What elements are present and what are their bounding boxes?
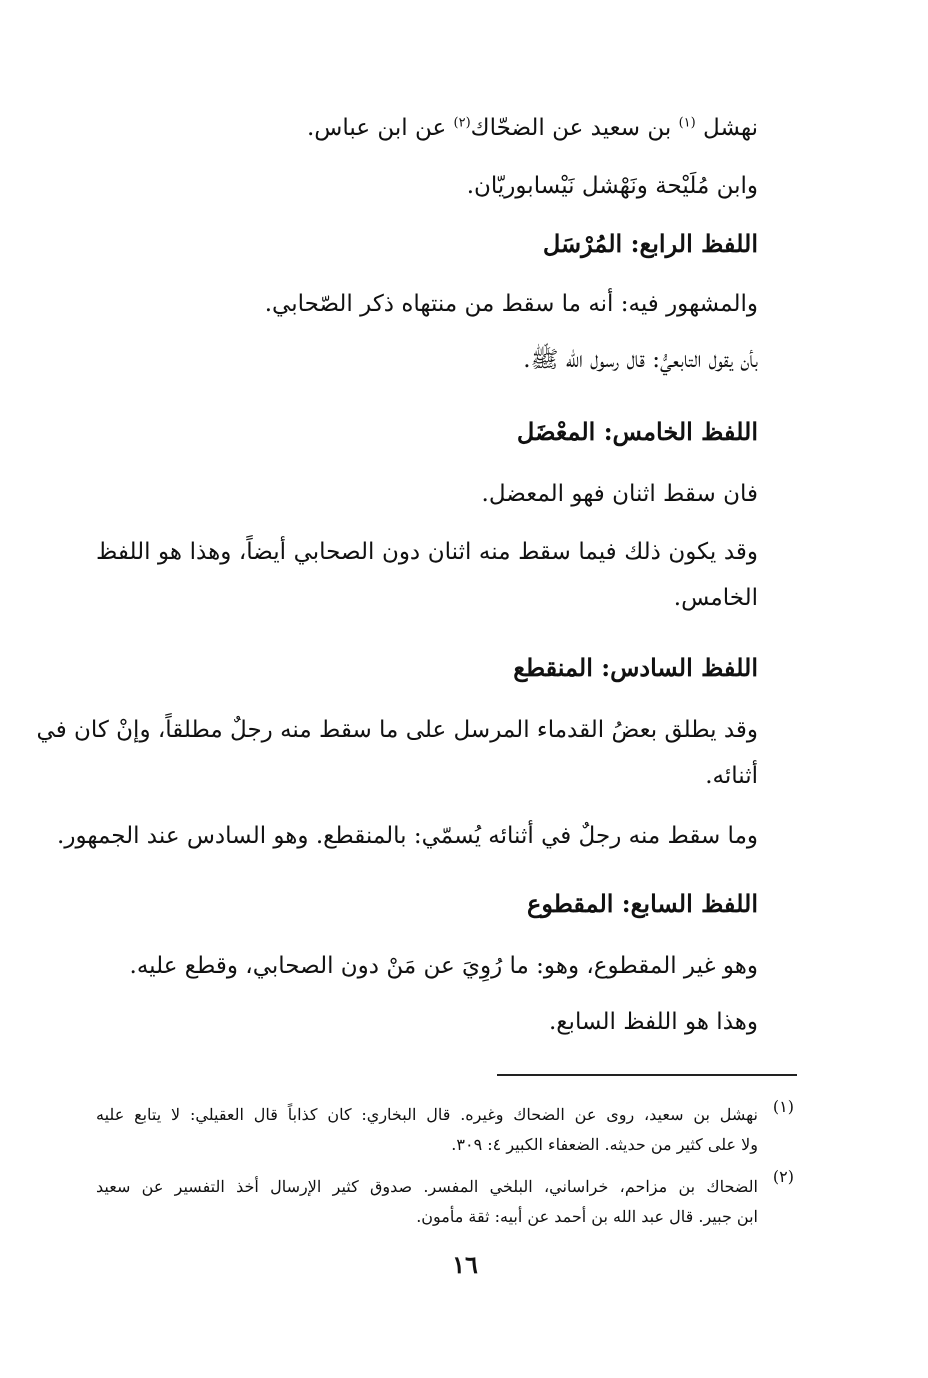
heading-fifth: اللفظ الخامس: المعْضَل (516, 417, 758, 446)
footnote-ref-1[interactable]: (١) (678, 115, 696, 131)
heading-seventh: اللفظ السابع: المقطوع (527, 889, 758, 918)
text-line-4: بأن يقول التابعيُّ: قال رسول الله ﷺ. (523, 347, 758, 373)
text-line-10: وما سقط منه رجلٌ في أثنائه يُسمّي: بالمنقطع. وهو السادس عند الجمهور. (57, 823, 758, 849)
footnote-1-line-1: نهشل بن سعيد، روى عن الضحاك وغيره. قال البخاري: كان كذاباً قال العقيلي: لا يتابع عليه (96, 1105, 758, 1124)
text-line-7: الخامس. (673, 585, 758, 611)
footnote-2-line-2: ابن جبير. قال عبد الله بن أحمد عن أبيه: ثقة مأمون. (416, 1207, 758, 1226)
text-line-12: وهذا هو اللفظ السابع. (549, 1009, 758, 1035)
footnote-2-number: (٢) (772, 1167, 794, 1186)
footnote-1-number: (١) (772, 1097, 794, 1116)
text-line-11: وهو غير المقطوع، وهو: ما رُوِيَ عن مَنْ دون الصحابي، وقطع عليه. (129, 953, 758, 979)
line-1-middle: بن سعيد عن الضحّاك (470, 115, 672, 141)
footnote-2-line-1: الضحاك بن مزاحم، خراساني، البلخي المفسر. صدوق كثير الإرسال أخذ التفسير عن سعيد (96, 1177, 758, 1196)
text-line-5: فان سقط اثنان فهو المعضل. (481, 481, 758, 507)
page-number: ١٦ (452, 1250, 478, 1279)
footnote-ref-2[interactable]: (٢) (453, 115, 471, 131)
heading-sixth: اللفظ السادس: المنقطع (513, 653, 758, 682)
line-1-end: عن ابن عباس. (306, 115, 447, 141)
footnote-1-line-2: ولا على كثير من حديثه. الضعفاء الكبير ٤: ٣٠٩. (451, 1135, 758, 1154)
text-line-6: وقد يكون ذلك فيما سقط منه اثنان دون الصحابي أيضاً، وهذا هو اللفظ (96, 539, 758, 565)
footnote-separator (497, 1074, 797, 1076)
text-line-9: أثنائه. (705, 763, 758, 789)
text-line-1 (307, 112, 758, 144)
line-1-start: نهشل (703, 115, 758, 141)
text-line-3: والمشهور فيه: أنه ما سقط من منتهاه ذكر الصّحابي. (264, 291, 758, 317)
text-line-2: وابن مُلَيْحة ونَهْشل نَيْسابوريّان. (466, 173, 758, 199)
text-line-8: وقد يطلق بعضُ القدماء المرسل على ما سقط منه رجلٌ مطلقاً، وإنْ كان في (36, 717, 758, 743)
heading-fourth: اللفظ الرابع: المُرْسَل (542, 229, 758, 258)
